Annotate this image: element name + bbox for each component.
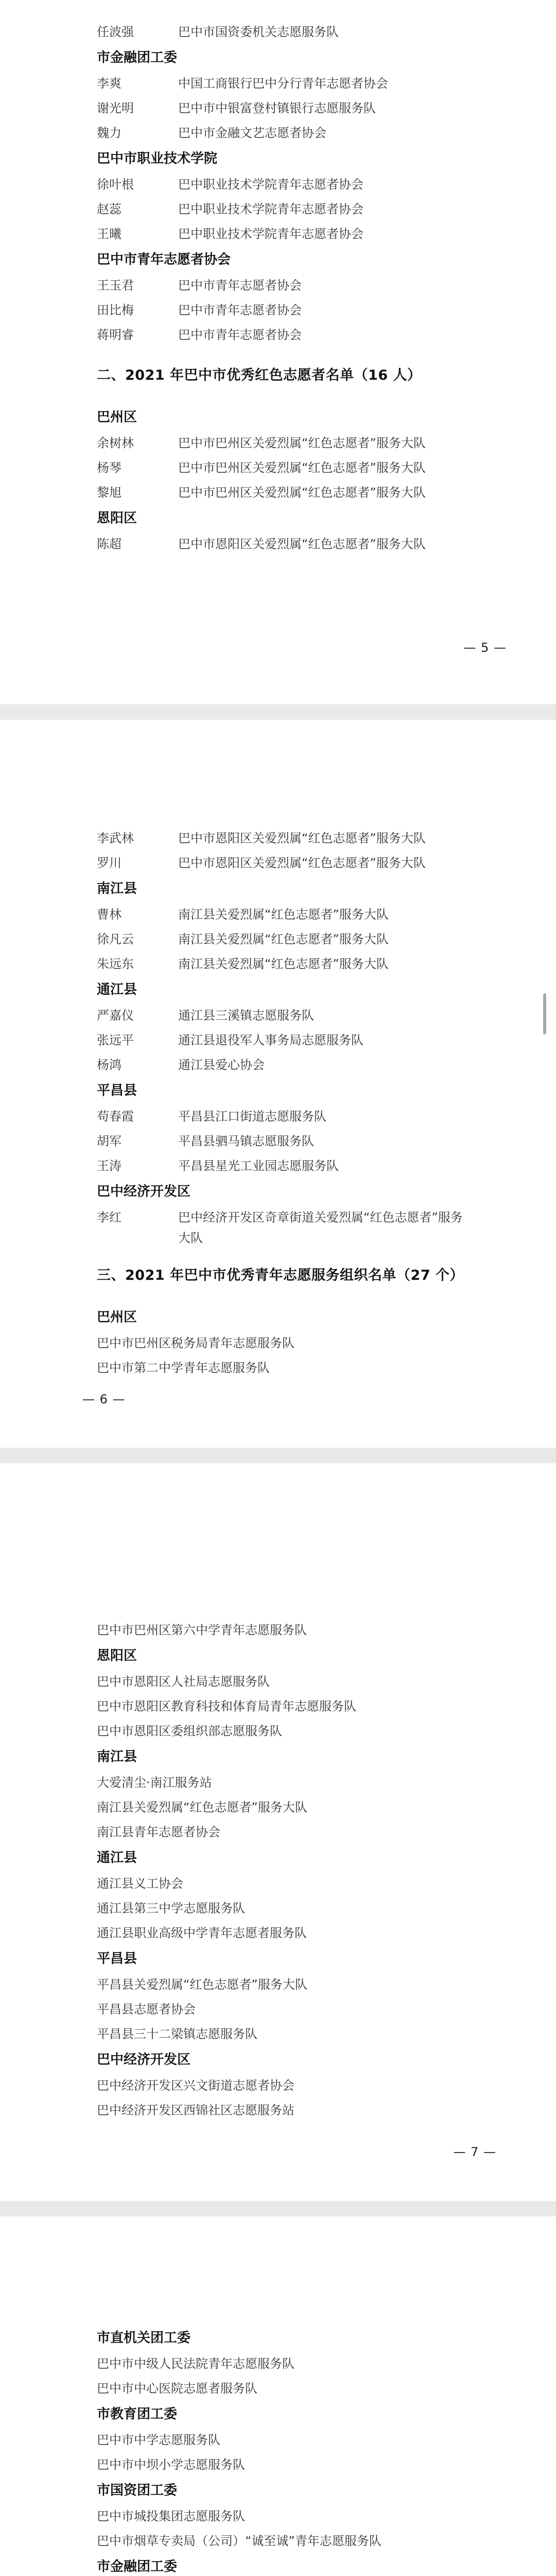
volunteer-org: 通江县爱心协会 — [178, 1058, 265, 1072]
volunteer-name: 王玉君 — [97, 278, 134, 293]
list-item: 通江县职业高级中学青年志愿者服务队 — [97, 1926, 307, 1940]
volunteer-org: 巴中市青年志愿者协会 — [178, 303, 302, 317]
volunteer-org: 巴中市青年志愿者协会 — [178, 328, 302, 342]
group-heading: 市教育团工委 — [97, 2406, 178, 2422]
list-item: 巴中市巴州区第六中学青年志愿服务队 — [97, 1623, 307, 1637]
list-item: 南江县青年志愿者协会 — [97, 1825, 220, 1839]
volunteer-org: 巴中市恩阳区关爱烈属“红色志愿者”服务大队 — [178, 537, 426, 551]
volunteer-org: 巴中职业技术学院青年志愿者协会 — [178, 227, 363, 241]
group-heading: 南江县 — [97, 1749, 137, 1765]
name-row — [97, 323, 498, 347]
volunteer-name: 余树林 — [97, 436, 134, 450]
volunteer-org: 巴中市青年志愿者协会 — [178, 278, 302, 293]
name-row — [97, 20, 498, 44]
volunteer-name: 任波强 — [97, 25, 134, 39]
volunteer-org: 平昌县星光工业园志愿服务队 — [178, 1159, 339, 1173]
list-item: 巴中市恩阳区人社局志愿服务队 — [97, 1674, 270, 1689]
volunteer-name: 王涛 — [97, 1159, 121, 1173]
volunteer-org: 中国工商银行巴中分行青年志愿者协会 — [178, 76, 388, 91]
scrollbar-thumb[interactable] — [543, 993, 546, 1035]
volunteer-org: 巴中市恩阳区关爱烈属“红色志愿者”服务大队 — [178, 856, 426, 870]
list-item: 巴中市中坝小学志愿服务队 — [97, 2458, 245, 2472]
name-row — [97, 1003, 498, 1028]
volunteer-org: 巴中职业技术学院青年志愿者协会 — [178, 202, 363, 216]
volunteer-org: 平昌县江口街道志愿服务队 — [178, 1109, 326, 1124]
volunteer-name: 杨琴 — [97, 461, 121, 475]
volunteer-name: 李红 — [97, 1210, 121, 1225]
volunteer-name: 朱远东 — [97, 957, 134, 971]
list-item: 巴中经济开发区兴文街道志愿者协会 — [97, 2078, 294, 2093]
name-row — [97, 71, 498, 96]
volunteer-name: 赵蕊 — [97, 202, 121, 216]
volunteer-name: 苟春霞 — [97, 1109, 134, 1124]
volunteer-name: 陈超 — [97, 537, 121, 551]
volunteer-name: 李爽 — [97, 76, 121, 91]
name-row — [97, 273, 498, 298]
group-heading: 平昌县 — [97, 1951, 137, 1967]
name-row — [97, 927, 498, 952]
group-heading: 巴州区 — [97, 410, 137, 425]
volunteer-org: 通江县退役军人事务局志愿服务队 — [178, 1033, 363, 1047]
group-heading: 南江县 — [97, 881, 137, 896]
page-number: — 7 — — [453, 2145, 496, 2159]
group-heading: 恩阳区 — [97, 511, 137, 526]
volunteer-name: 黎旭 — [97, 485, 121, 500]
page-7-content — [97, 1618, 498, 2123]
volunteer-name: 杨鸿 — [97, 1058, 121, 1072]
list-item: 通江县第三中学志愿服务队 — [97, 1901, 245, 1916]
list-item: 平昌县三十二梁镇志愿服务队 — [97, 2027, 257, 2041]
list-item: 巴中市恩阳区委组织部志愿服务队 — [97, 1724, 282, 1738]
list-item: 巴中经济开发区西锦社区志愿服务站 — [97, 2103, 294, 2117]
list-item: 巴中市巴州区税务局青年志愿服务队 — [97, 1336, 294, 1350]
group-heading: 巴州区 — [97, 1310, 137, 1325]
name-row — [97, 96, 498, 121]
name-row — [97, 1053, 498, 1077]
volunteer-org: 巴中职业技术学院青年志愿者协会 — [178, 177, 363, 192]
volunteer-name: 王曦 — [97, 227, 121, 241]
group-heading: 市金融团工委 — [97, 2559, 178, 2574]
group-heading: 市金融团工委 — [97, 50, 178, 65]
name-row — [97, 851, 498, 875]
page-8-content — [97, 2325, 498, 2576]
name-row — [97, 197, 498, 222]
volunteer-org: 南江县关爱烈属“红色志愿者”服务大队 — [178, 957, 389, 971]
name-row — [97, 298, 498, 323]
volunteer-name: 徐叶根 — [97, 177, 134, 192]
volunteer-name: 胡军 — [97, 1134, 121, 1148]
volunteer-org: 南江县关爱烈属“红色志愿者”服务大队 — [178, 932, 389, 946]
name-row — [97, 826, 498, 851]
group-heading: 巴中经济开发区 — [97, 1184, 191, 1199]
group-heading: 市国资团工委 — [97, 2483, 178, 2498]
name-row — [97, 455, 498, 480]
volunteer-org: 巴中市恩阳区关爱烈属“红色志愿者”服务大队 — [178, 831, 426, 845]
list-item: 巴中市中学志愿服务队 — [97, 2433, 220, 2447]
volunteer-name: 张远平 — [97, 1033, 134, 1047]
list-item: 平昌县志愿者协会 — [97, 2002, 196, 2016]
list-item: 巴中市城投集团志愿服务队 — [97, 2509, 245, 2523]
volunteer-name: 徐凡云 — [97, 932, 134, 946]
page-number: — 5 — — [463, 640, 507, 655]
name-row — [97, 172, 498, 197]
name-row — [97, 1104, 498, 1129]
volunteer-name: 罗川 — [97, 856, 121, 870]
name-row — [97, 1205, 498, 1247]
list-item: 巴中市第二中学青年志愿服务队 — [97, 1361, 270, 1375]
name-row — [97, 222, 498, 246]
list-item: 巴中市烟草专卖局（公司）“诚至诚”青年志愿服务队 — [97, 2534, 381, 2548]
volunteer-org: 平昌县驷马镇志愿服务队 — [178, 1134, 314, 1148]
list-item: 巴中市中心医院志愿者服务队 — [97, 2381, 257, 2396]
name-row — [97, 480, 498, 505]
name-row — [97, 902, 498, 927]
group-heading: 通江县 — [97, 1850, 137, 1866]
volunteer-name: 曹林 — [97, 907, 121, 922]
volunteer-org: 巴中经济开发区奇章街道关爱烈属“红色志愿者”服务大队 — [178, 1210, 463, 1245]
group-heading: 平昌县 — [97, 1083, 137, 1098]
volunteer-org: 通江县三溪镇志愿服务队 — [178, 1008, 314, 1023]
name-row — [97, 431, 498, 455]
page-5-content — [97, 20, 498, 556]
volunteer-org: 巴中市中银富登村镇银行志愿服务队 — [178, 101, 376, 115]
volunteer-org: 巴中市巴州区关爱烈属“红色志愿者”服务大队 — [178, 436, 426, 450]
group-heading: 巴中市青年志愿者协会 — [97, 252, 231, 267]
volunteer-org: 巴中市国资委机关志愿服务队 — [178, 25, 339, 39]
volunteer-name: 田比梅 — [97, 303, 134, 317]
volunteer-name: 谢光明 — [97, 101, 134, 115]
name-row — [97, 1154, 498, 1178]
group-heading: 市直机关团工委 — [97, 2330, 191, 2346]
volunteer-name: 蒋明睿 — [97, 328, 134, 342]
name-row — [97, 1028, 498, 1053]
document-page-8 — [0, 2216, 556, 2576]
section-title: 二、2021 年巴中市优秀红色志愿者名单（16 人） — [97, 367, 422, 383]
name-row — [97, 121, 498, 145]
volunteer-name: 李武林 — [97, 831, 134, 845]
volunteer-org: 南江县关爱烈属“红色志愿者”服务大队 — [178, 907, 389, 922]
volunteer-name: 魏力 — [97, 126, 121, 140]
group-heading: 巴中市职业技术学院 — [97, 151, 218, 166]
list-item: 南江县关爱烈属“红色志愿者”服务大队 — [97, 1800, 307, 1815]
name-row — [97, 952, 498, 976]
name-row — [97, 532, 498, 556]
page-6-content — [97, 826, 498, 1380]
name-row — [97, 1129, 498, 1154]
list-item: 巴中市中级人民法院青年志愿服务队 — [97, 2357, 294, 2371]
document-page-6 — [0, 720, 556, 1448]
group-heading: 恩阳区 — [97, 1648, 137, 1664]
document-page-5 — [0, 0, 556, 704]
document-page-7 — [0, 1463, 556, 2201]
volunteer-org: 巴中市巴州区关爱烈属“红色志愿者”服务大队 — [178, 485, 426, 500]
list-item: 大爱清尘·南江服务站 — [97, 1775, 212, 1790]
volunteer-name: 严嘉仪 — [97, 1008, 134, 1023]
volunteer-org: 巴中市金融文艺志愿者协会 — [178, 126, 326, 140]
list-item: 巴中市恩阳区教育科技和体育局青年志愿服务队 — [97, 1699, 356, 1714]
group-heading: 通江县 — [97, 982, 137, 997]
list-item: 平昌县关爱烈属“红色志愿者”服务大队 — [97, 1977, 307, 1992]
page-number: — 6 — — [82, 1392, 126, 1406]
section-title: 三、2021 年巴中市优秀青年志愿服务组织名单（27 个） — [97, 1267, 464, 1283]
list-item: 通江县义工协会 — [97, 1876, 183, 1891]
volunteer-org: 巴中市巴州区关爱烈属“红色志愿者”服务大队 — [178, 461, 426, 475]
group-heading: 巴中经济开发区 — [97, 2052, 191, 2067]
